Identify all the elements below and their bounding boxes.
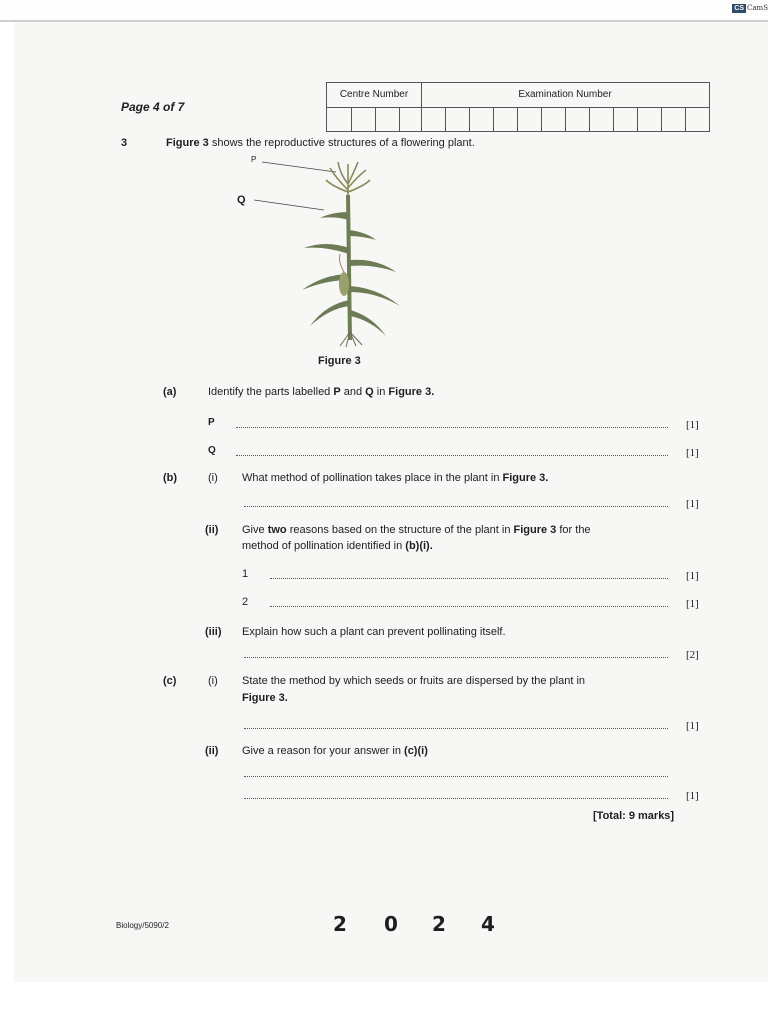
answer-line-b-ii-2[interactable] [270, 606, 668, 607]
mark-b-iii: [2] [686, 649, 699, 661]
answer-label-q: Q [208, 445, 216, 456]
reason-1-label: 1 [242, 568, 249, 580]
part-c-i-figure-ref: Figure 3. [242, 692, 288, 704]
question-intro: Figure 3 shows the reproductive structures of a flowering plant. [166, 137, 475, 149]
part-b-ii-question-line1: Give two reasons based on the structure of the plant in Figure 3 for the [242, 524, 591, 536]
pointer-line-p [262, 162, 336, 172]
part-c-ii-question: Give a reason for your answer in (c)(i) [242, 745, 428, 757]
answer-label-p: P [208, 417, 215, 428]
year-digit: 2 [333, 912, 347, 936]
label-p: P [251, 155, 257, 164]
mark-b-i: [1] [686, 498, 699, 510]
part-a-question: Identify the parts labelled P and Q in Figure 3. [208, 386, 435, 398]
part-b-letter: (b) [163, 472, 178, 484]
answer-line-c-i[interactable] [244, 728, 668, 729]
page-number: Page 4 of 7 [121, 100, 185, 114]
scanner-toolbar [0, 0, 768, 22]
part-b-i-number: (i) [208, 472, 218, 484]
answer-line-c-ii-2[interactable] [244, 798, 668, 799]
reason-2-label: 2 [242, 596, 249, 608]
camscanner-logo: CS CamS [734, 4, 768, 12]
silk [340, 254, 345, 272]
exam-number-label: Examination Number [518, 89, 612, 100]
part-b-ii-question-line2: method of pollination identified in (b)(i). [242, 540, 433, 552]
mark-a-p: [1] [686, 419, 699, 431]
year-digit: 0 [384, 912, 398, 936]
mark-c-i: [1] [686, 720, 699, 732]
candidate-number-table [326, 82, 710, 132]
mark-b-ii-1: [1] [686, 570, 699, 582]
mark-a-q: [1] [686, 447, 699, 459]
part-c-letter: (c) [163, 675, 177, 687]
mark-c-ii: [1] [686, 790, 699, 802]
part-b-iii-question: Explain how such a plant can prevent pollinating itself. [242, 626, 506, 638]
answer-line-c-ii-1[interactable] [244, 776, 668, 777]
answer-line-q[interactable] [236, 455, 668, 456]
plant-figure [240, 150, 420, 350]
part-b-ii-number: (ii) [205, 524, 219, 536]
part-b-i-question: What method of pollination takes place in the plant in Figure 3. [242, 472, 549, 484]
answer-line-p[interactable] [236, 427, 668, 428]
cob [339, 272, 349, 296]
part-c-i-question: State the method by which seeds or fruits are dispersed by the plant in [242, 675, 586, 687]
subject-code: Biology/5090/2 [116, 921, 169, 930]
mark-b-ii-2: [1] [686, 598, 699, 610]
centre-number-label: Centre Number [339, 89, 409, 100]
part-b-iii-number: (iii) [205, 626, 222, 638]
part-a-letter: (a) [163, 386, 177, 398]
year-digit: 4 [481, 912, 495, 936]
total-marks: [Total: 9 marks] [593, 810, 675, 822]
year-digit: 2 [432, 912, 446, 936]
figure-caption: Figure 3 [318, 355, 361, 367]
part-c-ii-number: (ii) [205, 745, 219, 757]
pointer-line-q [254, 200, 324, 210]
answer-line-b-iii[interactable] [244, 657, 668, 658]
answer-line-b-ii-1[interactable] [270, 578, 668, 579]
label-q: Q [237, 194, 246, 206]
part-c-i-number: (i) [208, 675, 218, 687]
answer-line-b-i[interactable] [244, 506, 668, 507]
tassel [326, 162, 370, 195]
question-number: 3 [121, 137, 128, 149]
